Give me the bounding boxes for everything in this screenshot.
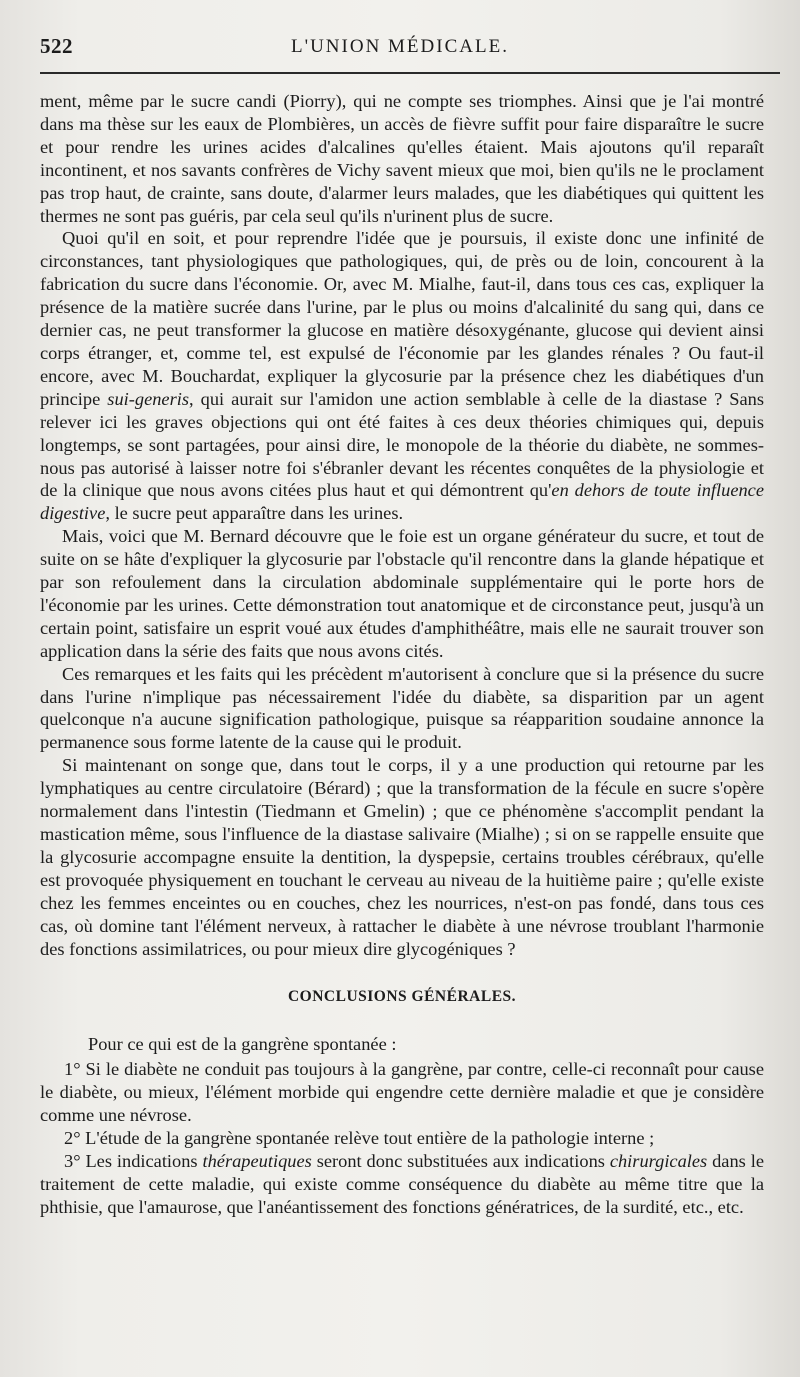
paragraph-3 bbox=[40, 525, 764, 662]
paragraph-5 bbox=[40, 754, 764, 960]
text-run: 2° L'étude de la gangrène spontanée relève tout entière de la pathologie interne ; bbox=[64, 1127, 655, 1148]
text-run: Ces remarques et les faits qui les précèdent m'autorisent à conclure que si la présence du sucre dans l'urine n'implique pas nécessairement l'idée du diabète, sa disparition par un agent quelconque n'a aucune signification pathologique, puisque sa réapparition soudaine annonce la permanence sous forme latente de la cause qui le produit. bbox=[40, 663, 764, 753]
italic-run: en dehors de toute influence digestive, bbox=[40, 480, 764, 524]
text-run: 1° Si le diabète ne conduit pas toujours à la gangrène, par contre, celle-ci reconnaît pour cause le diabète, ou mieux, l'élément morbide qui engendre cette dernière maladie et que je considère comme une névrose. bbox=[40, 1059, 764, 1126]
section-title: CONCLUSIONS GÉNÉRALES. bbox=[287, 988, 517, 1006]
text-run: Quoi qu'il en soit, et pour reprendre l'idée que je poursuis, il existe donc une infinité de circonstances, tant physiologiques que pathologiques, qui, de près ou de loin, concourent à la fabrication du sucre dans l'économie. Or, avec M. Mialhe, faut-il, dans tous ces cas, expliquer la présence de la matière sucrée dans l'urine, par le plus ou moins d'alcalinité du sang qui, dans ce dernier cas, ne peut transformer la glucose en matière désoxygénante, glucose qui devient ainsi corps étranger, et, comme tel, est expulsé de l'économie par les glandes rénales ? Ou faut-il encore, avec M. Bouchardat, expliquer la glycosurie par la présence chez les diabétiques d'un principe bbox=[40, 228, 764, 409]
text-run: seront donc substituées aux indications bbox=[311, 1150, 610, 1171]
body-text bbox=[40, 90, 764, 1219]
text-run: , qui aurait sur l'amidon une action semblable à celle de la diastase ? Sans relever ici les graves objections qui ont été faites à ces deux théories chimiques qui, depuis longtemps, se sont partagées, pour ainsi dire, le monopole de la théorie du diabète, ne sommes-nous pas autorisé à laisser notre foi s'ébranler devant les récentes conquêtes de la physiologie et de la clinique que nous avons citées plus haut et qui démontrent qu' bbox=[40, 388, 764, 501]
italic-run: thérapeutiques bbox=[202, 1150, 312, 1171]
conclusion-item-1 bbox=[40, 1058, 764, 1127]
paragraph-4 bbox=[40, 663, 764, 755]
text-run: dans le traitement de cette maladie, qui existe comme conséquence du diabète au même titre que la phthisie, que l'amaurose, que l'anéantissement des fonctions génératrices, de la surdité, etc., etc. bbox=[40, 1150, 764, 1217]
text-run: Si maintenant on songe que, dans tout le corps, il y a une production qui retourne par les lymphatiques au centre circulatoire (Bérard) ; que la transformation de la fécule en sucre s'opère normalement dans l'intestin (Tiedmann et Gmelin) ; que ce phénomène s'accomplit pendant la mastication même, sous l'influence de la diastase salivaire (Mialhe) ; si on se rappelle ensuite que la glycosurie accompagne ensuite la dentition, la dyspepsie, certains troubles cérébraux, qu'elle est provoquée physiquement en touchant le cerveau au niveau de la huitième paire ; qu'elle existe chez les femmes enceintes ou en couches, chez les nourrices, n'est-on pas fondé, dans tous ces cas, où domine tant l'élément nerveux, à rattacher le diabète à une névrose troublant l'harmonie des fonctions assimilatrices, ou pour mieux dire glycogéniques ? bbox=[40, 755, 764, 959]
text-run: le sucre peut apparaître dans les urines. bbox=[109, 503, 404, 524]
page-header bbox=[0, 34, 800, 64]
running-title: L'UNION MÉDICALE. bbox=[291, 36, 509, 57]
header-rule bbox=[40, 72, 780, 74]
page-number: 522 bbox=[40, 34, 73, 58]
conclusions-lead: Pour ce qui est de la gangrène spontanée : bbox=[88, 1034, 397, 1055]
text-run: ment, même par le sucre candi (Piorry), qui ne compte ses triomphes. Ainsi que je l'ai montré dans ma thèse sur les eaux de Plombières, un accès de fièvre suffit pour faire disparaître le sucre et pour rendre les urines acides d'alcalines qu'elles étaient. Mais ajoutons qu'il reparaît incontinent, et nos savants confrères de Vichy savent mieux que moi, bien qu'ils ne le proclament pas trop haut, de crainte, sans doute, d'alarmer leurs malades, que les diabétiques qui quittent les thermes ne sont pas guéris, par cela seul qu'ils n'urinent plus de sucre. bbox=[40, 91, 764, 226]
italic-run: sui-generis bbox=[107, 388, 190, 409]
text-run: Mais, voici que M. Bernard découvre que le foie est un organe générateur du sucre, et tout de suite on se hâte d'expliquer la glycosurie par l'obstacle qu'il rencontre dans la glande hépatique et par son refoulement dans la circulation abdominale supplémentaire qui le porte hors de l'économie par les urines. Cette démonstration tout anatomique et de circonstance peut, jusqu'à un certain point, satisfaire un esprit voué aux études d'amphithéâtre, mais elle ne saurait trouver son application dans la série des faits que nous avons cités. bbox=[40, 526, 764, 661]
paragraph-2 bbox=[40, 227, 764, 525]
text-run: 3° Les indications bbox=[64, 1150, 203, 1171]
paragraph-1 bbox=[40, 90, 764, 227]
italic-run: chirurgicales bbox=[609, 1150, 708, 1171]
conclusion-item-3 bbox=[40, 1150, 764, 1219]
conclusion-item-2 bbox=[40, 1127, 764, 1150]
